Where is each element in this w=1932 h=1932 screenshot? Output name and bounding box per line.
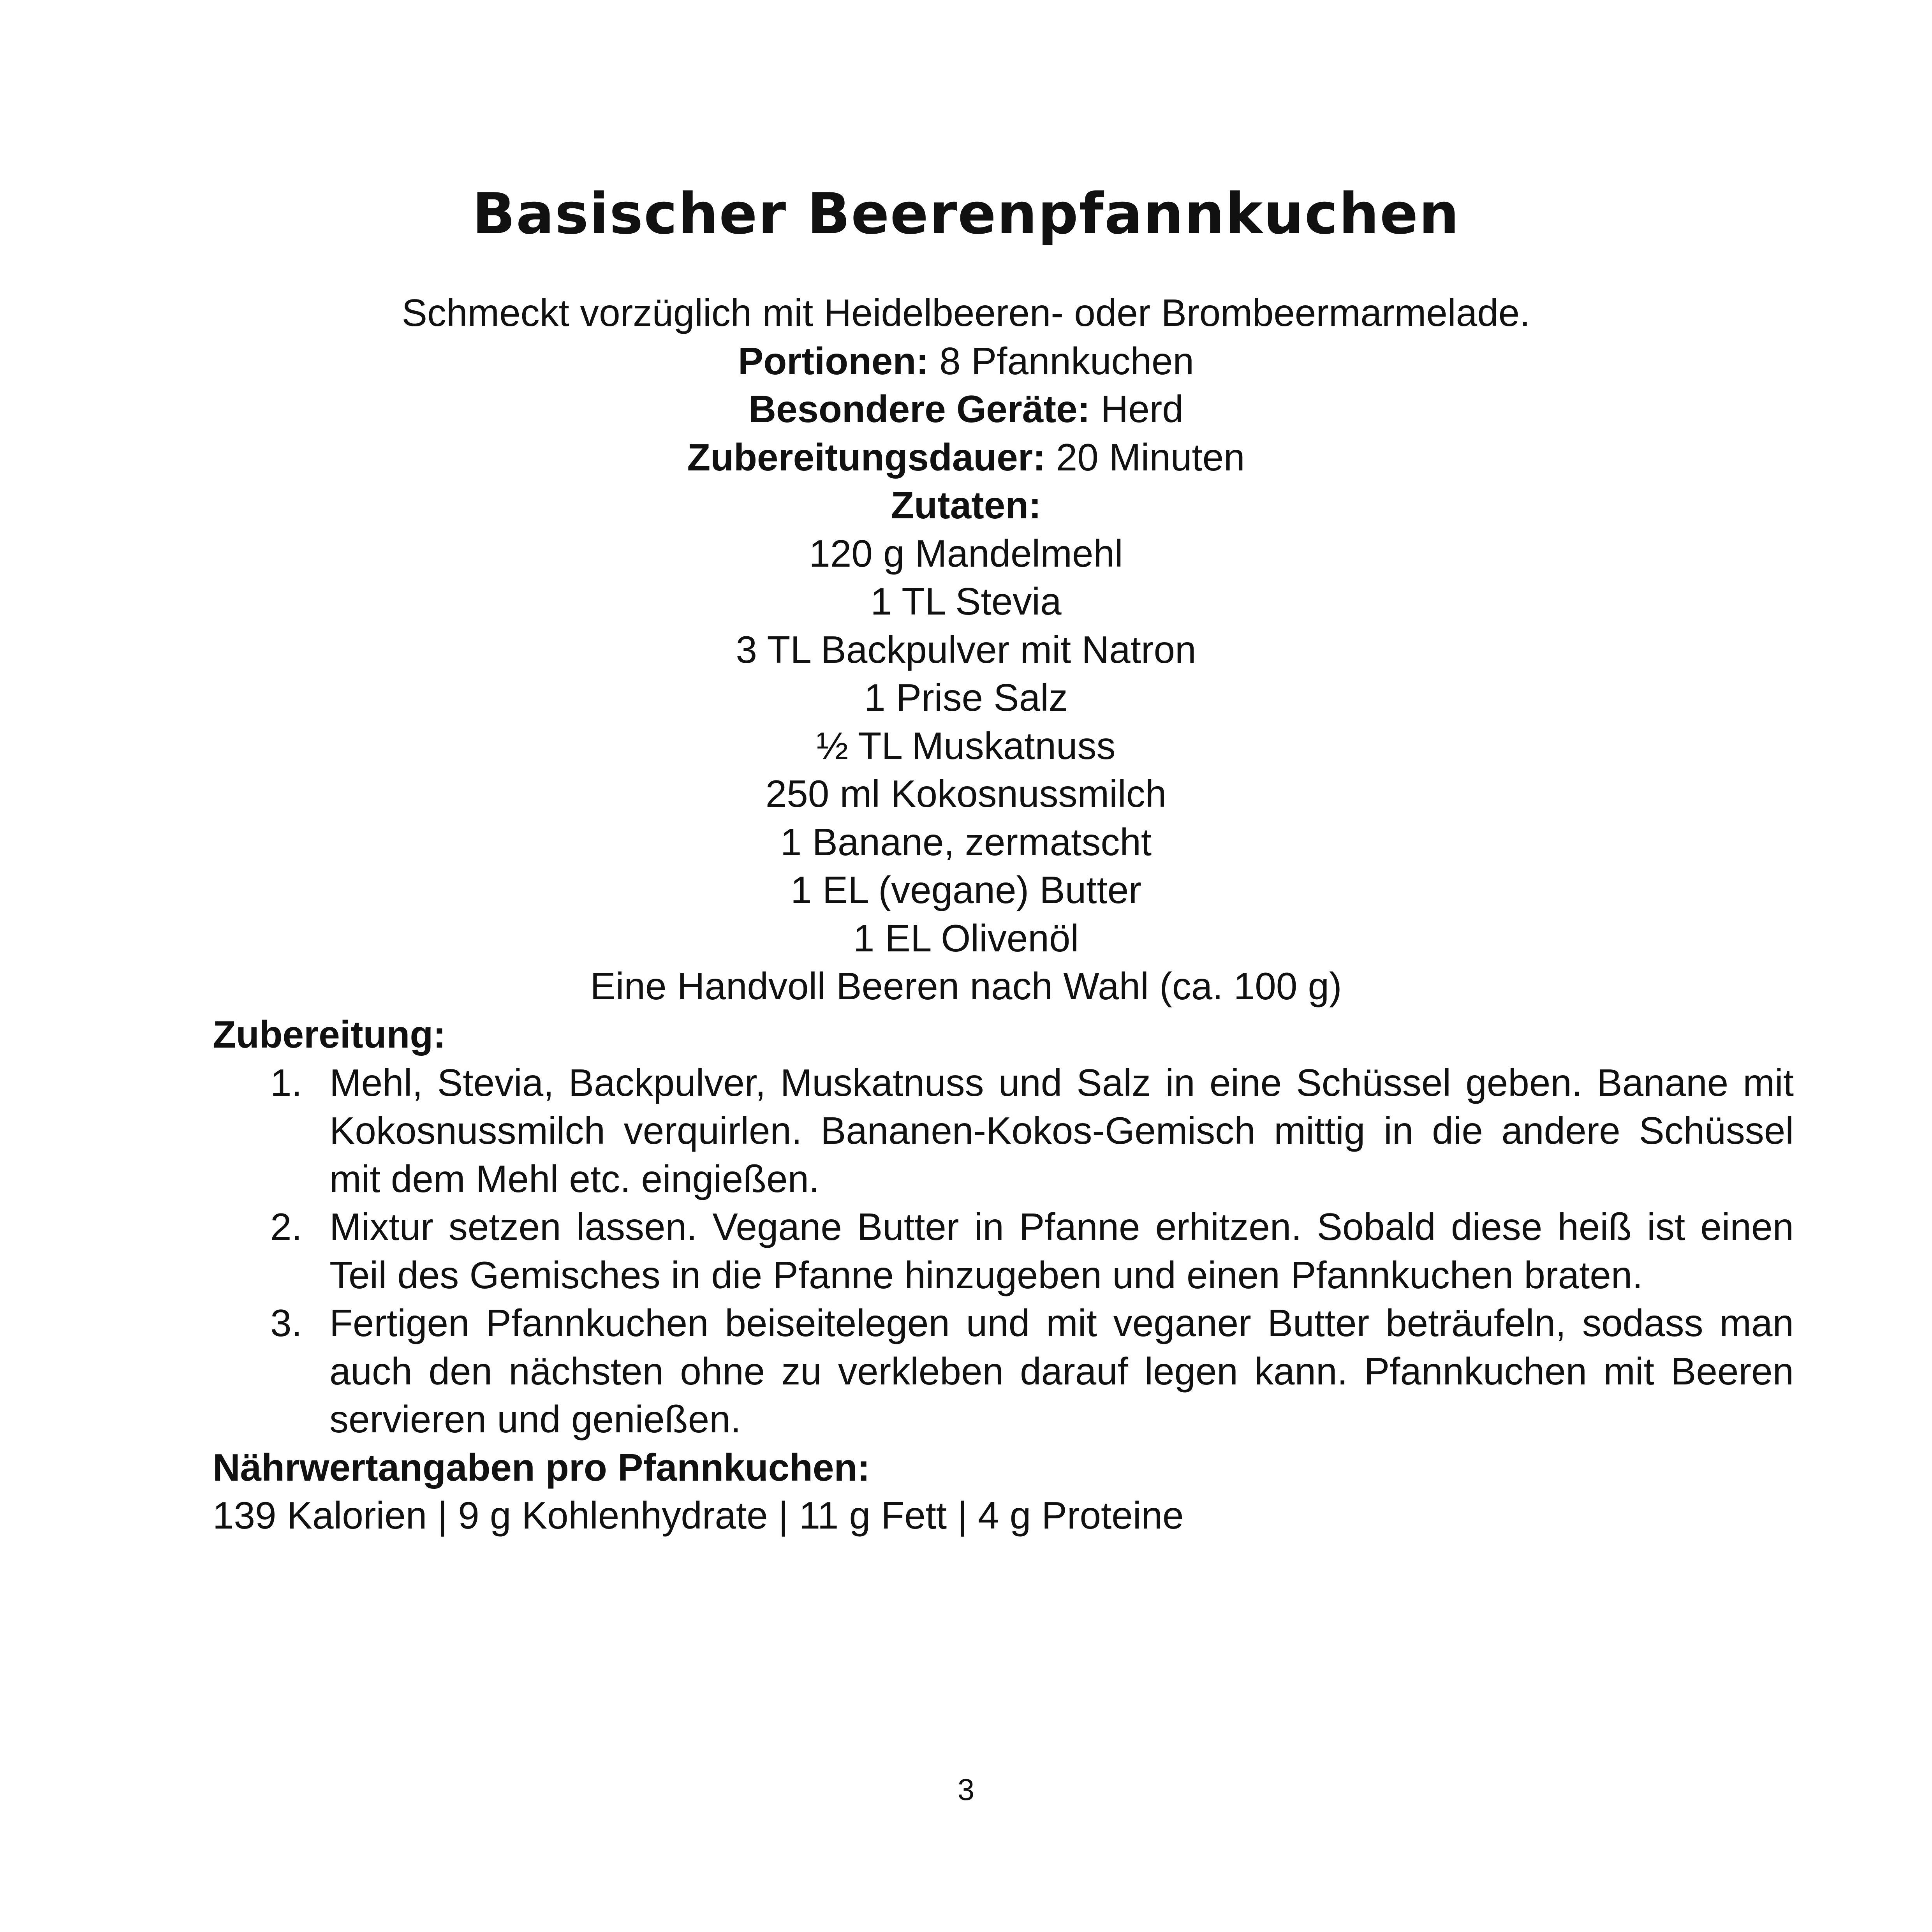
- step-text: Mehl, Stevia, Backpulver, Muskatnuss und Salz in eine Schüssel geben. Banane mit Kokosnussmilch verquirlen. Bananen-Kokos-Gemisch mittig in die andere Schüssel mit dem Mehl etc. eingießen.: [329, 1061, 1794, 1200]
- recipe-summary: [0, 289, 1932, 1011]
- ingredient-item: 120 g Mandelmehl: [809, 532, 1123, 575]
- nutrition-heading: Nährwertangaben pro Pfannkuchen:: [213, 1446, 870, 1489]
- equipment-label: Besondere Geräte:: [748, 387, 1090, 430]
- portions-value: 8 Pfannkuchen: [939, 339, 1194, 382]
- duration-value: 20 Minuten: [1056, 435, 1245, 479]
- step-text: Fertigen Pfannkuchen beiseitelegen und mit veganer Butter beträufeln, sodass man auch den nächsten ohne zu verkleben darauf legen kann. Pfannkuchen mit Beeren servieren und genießen.: [329, 1302, 1794, 1441]
- recipe-intro: Schmeckt vorzüglich mit Heidelbeeren- oder Brombeermarmelade.: [402, 291, 1530, 334]
- duration-line: [0, 433, 1932, 482]
- step-number: 1.: [270, 1061, 302, 1104]
- preparation-heading: Zubereitung:: [213, 1013, 446, 1056]
- equipment-value: Herd: [1101, 387, 1184, 430]
- ingredient-item: 250 ml Kokosnussmilch: [765, 772, 1167, 815]
- step-item: [213, 1299, 1794, 1444]
- step-item: [213, 1203, 1794, 1299]
- step-item: [213, 1059, 1794, 1203]
- ingredient-item: 1 EL Olivenöl: [853, 916, 1079, 960]
- portions-label: Portionen:: [738, 339, 929, 382]
- step-text: Mixtur setzen lassen. Vegane Butter in Pfanne erhitzen. Sobald diese heiß ist einen Teil des Gemisches in die Pfanne hinzugeben und einen Pfannkuchen braten.: [329, 1205, 1794, 1296]
- nutrition-values: 139 Kalorien | 9 g Kohlenhydrate | 11 g Fett | 4 g Proteine: [213, 1494, 1184, 1537]
- preparation-section: [213, 1011, 1794, 1540]
- steps-list: [213, 1059, 1794, 1444]
- ingredients-heading: Zutaten:: [891, 484, 1041, 527]
- equipment-line: [0, 385, 1932, 433]
- ingredient-item: Eine Handvoll Beeren nach Wahl (ca. 100 g): [590, 965, 1342, 1007]
- page-number: 3: [957, 1772, 975, 1807]
- ingredient-item: 1 EL (vegane) Butter: [791, 868, 1141, 911]
- ingredient-item: ½ TL Muskatnuss: [816, 724, 1116, 767]
- ingredient-item: 1 Prise Salz: [864, 676, 1068, 719]
- step-number: 2.: [270, 1205, 302, 1248]
- ingredient-item: 1 Banane, zermatscht: [780, 820, 1152, 863]
- ingredient-item: 3 TL Backpulver mit Natron: [736, 628, 1196, 671]
- duration-label: Zubereitungsdauer:: [687, 435, 1046, 479]
- step-number: 3.: [270, 1302, 302, 1344]
- recipe-title: Basischer Beerenpfannkuchen: [472, 181, 1460, 247]
- portions-line: [0, 337, 1932, 386]
- ingredient-item: 1 TL Stevia: [870, 580, 1062, 623]
